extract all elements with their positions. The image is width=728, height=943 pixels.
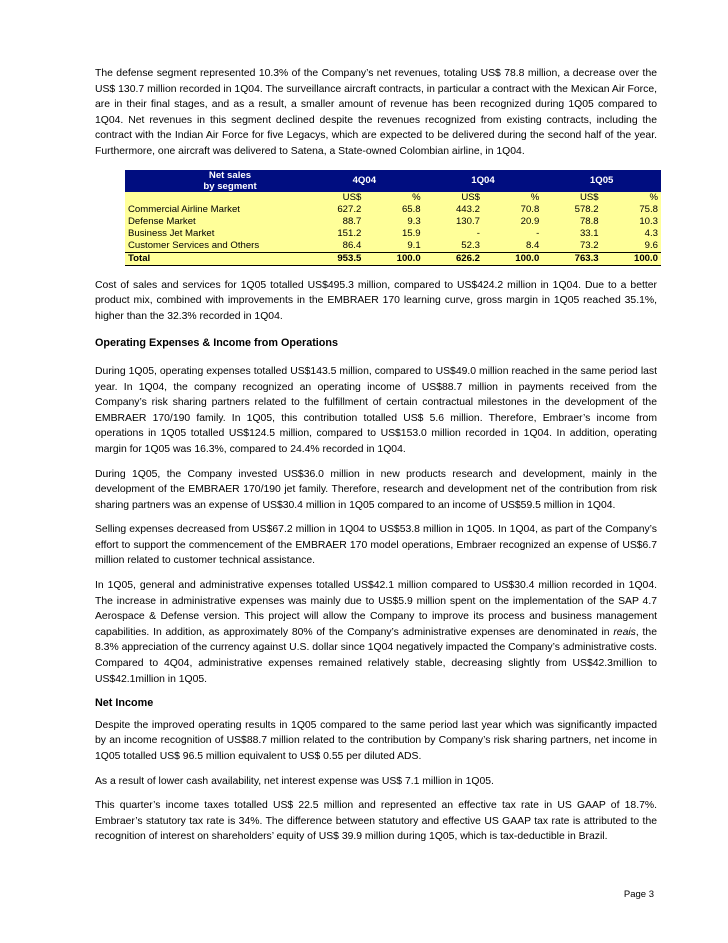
ga-paragraph (95, 578, 657, 687)
cost-paragraph: Cost of sales and services for 1Q05 totalled US$495.3 million, compared to US$424.2 million in 1Q04. Due to a better product mix, combined with improvements in the EMBRAER 170 learning curve, gross margin in 1Q05 reached 35.1%, higher than the 32.3% recorded in 1Q04. (95, 279, 657, 322)
units-row (125, 192, 661, 204)
table-row (125, 228, 661, 240)
cell: 65.8 (364, 204, 423, 216)
table-header-label (125, 170, 305, 192)
total-cell: 100.0 (602, 252, 661, 265)
row-label: Business Jet Market (125, 228, 305, 240)
cell: 33.1 (542, 228, 601, 240)
table-row (125, 240, 661, 253)
total-cell: 626.2 (424, 252, 483, 265)
unit-cell: % (602, 192, 661, 204)
cell: 10.3 (602, 216, 661, 228)
cell: 88.7 (305, 216, 364, 228)
unit-cell: US$ (305, 192, 364, 204)
unit-cell: % (364, 192, 423, 204)
cell: 9.1 (364, 240, 423, 253)
period-4q04: 4Q04 (305, 170, 424, 192)
net-income-paragraph-3: This quarter’s income taxes totalled US$ 22.5 million and represented an effective tax rate in US GAAP of 18.7%. Embraer’s statutory tax rate is 34%. The difference between statutory and effective US GAAP tax rate is attributed to the recognition of interest on shareholders’ equity of US$ 39.9 million during 1Q05, which is tax-deductible in Brazil. (95, 800, 657, 843)
total-label: Total (125, 252, 305, 265)
cell: - (483, 228, 542, 240)
opex-paragraph-2: During 1Q05, the Company invested US$36.0 million in new products research and development, mainly in the development of the EMBRAER 170/190 jet family. Therefore, research and development net of the contribution from risk sharing partners was an expense of US$30.4 million in 1Q05 compared to an income of US$59.5 million in 1Q04. (95, 468, 657, 511)
table-header-band (125, 170, 661, 192)
ga-text-italic: reais (613, 626, 636, 638)
header-line1: Net sales (208, 169, 252, 181)
total-cell: 100.0 (483, 252, 542, 265)
total-cell: 763.3 (542, 252, 601, 265)
cell: 443.2 (424, 204, 483, 216)
net-income-paragraph-2: As a result of lower cash availability, net interest expense was US$ 7.1 million in 1Q05. (95, 775, 494, 787)
section-heading-opex: Operating Expenses & Income from Operations (95, 337, 338, 350)
row-label: Commercial Airline Market (125, 204, 305, 216)
total-cell: 953.5 (305, 252, 364, 265)
row-label: Defense Market (125, 216, 305, 228)
cell: 15.9 (364, 228, 423, 240)
cell: 578.2 (542, 204, 601, 216)
unit-cell: US$ (424, 192, 483, 204)
cell: 151.2 (305, 228, 364, 240)
cell: 9.6 (602, 240, 661, 253)
cell: 73.2 (542, 240, 601, 253)
net-sales-table (125, 170, 661, 266)
section-heading-net-income: Net Income (95, 697, 154, 710)
cell: 75.8 (602, 204, 661, 216)
unit-cell: US$ (542, 192, 601, 204)
cell: 78.8 (542, 216, 601, 228)
document-body (95, 66, 657, 854)
net-income-paragraph-1: Despite the improved operating results in 1Q05 compared to the same period last year which was significantly impacted by an income recognition of US$88.7 million related to the contribution by Company’s risk sharing partners, net income in 1Q05 totalled US$ 96.5 million equivalent to US$ 0.55 per diluted ADS. (95, 719, 657, 762)
cell: 627.2 (305, 204, 364, 216)
opex-paragraph-3: Selling expenses decreased from US$67.2 million in 1Q04 to US$53.8 million in 1Q05. In 1Q04, as part of the Company’s effort to support the commencement of the EMBRAER 170 model operations, Embraer recognized an expense of US$6.7 million related to customer technical assistance. (95, 524, 657, 567)
table-row (125, 216, 661, 228)
cell: 8.4 (483, 240, 542, 253)
cell: 9.3 (364, 216, 423, 228)
ga-text-before: In 1Q05, general and administrative expenses totalled US$42.1 million compared to US$30.4 million recorded in 1Q04. The increase in administrative expenses was mainly due to US$5.9 million spent on the implementation of the SAP 4.7 Aerospace & Defense version. This project will allow the Company to improve its process and business management capabilities. In addition, as approximately 80% of the Company’s administrative expenses are denominated in (95, 580, 657, 638)
cell: 130.7 (424, 216, 483, 228)
cell: 4.3 (602, 228, 661, 240)
cell: 20.9 (483, 216, 542, 228)
cell: 52.3 (424, 240, 483, 253)
table-row (125, 204, 661, 216)
ga-text-after: , the 8.3% appreciation of the currency against U.S. dollar since 1Q04 negatively impacted the Company’s administrative costs. Compared to 4Q04, administrative expenses remained relatively stable, decreasing slightly from US$42.3million to US$42.1million in 1Q05. (95, 626, 657, 685)
opex-paragraph-1: During 1Q05, operating expenses totalled US$143.5 million, compared to US$49.0 million reached in the same period last year. In 1Q04, the company recognized an operating income of US$88.7 million in payments received from the Company’s risk sharing partners related to the fulfillment of certain contractual milestones in the development of the EMBRAER 170/190 family. In 1Q05, this contribution totalled US$ 5.6 million. Therefore, Embraer’s income from operations in 1Q05 totalled US$124.5 million, compared to US$153.0 million recorded in 1Q04. In addition, operating margin for 1Q05 was 16.3%, compared to 24.4% recorded in 1Q04. (95, 365, 657, 455)
header-line2: by segment (203, 180, 257, 192)
unit-cell: % (483, 192, 542, 204)
row-label: Customer Services and Others (125, 240, 305, 253)
period-1q04: 1Q04 (424, 170, 543, 192)
page-number: Page 3 (623, 889, 654, 900)
cell: 86.4 (305, 240, 364, 253)
period-1q05: 1Q05 (542, 170, 661, 192)
intro-paragraph: The defense segment represented 10.3% of the Company’s net revenues, totaling US$ 78.8 million, a decrease over the US$ 130.7 million recorded in 1Q04. The surveillance aircraft contracts, in particular a contract with the Mexican Air Force, are in their final stages, and as a result, a smaller amount of revenue has been recognized during 1Q05 compared to 1Q04. Net revenues in this segment declined despite the revenues recognized from existing contracts, including the contract with the Indian Air Force for five Legacys, which are expected to be delivered during the second half of the year. Furthermore, one aircraft was delivered to Satena, a State-owned Colombian airline, in 1Q04. (95, 68, 657, 157)
cell: 70.8 (483, 204, 542, 216)
total-row (125, 252, 661, 265)
cell: - (424, 228, 483, 240)
total-cell: 100.0 (364, 252, 423, 265)
